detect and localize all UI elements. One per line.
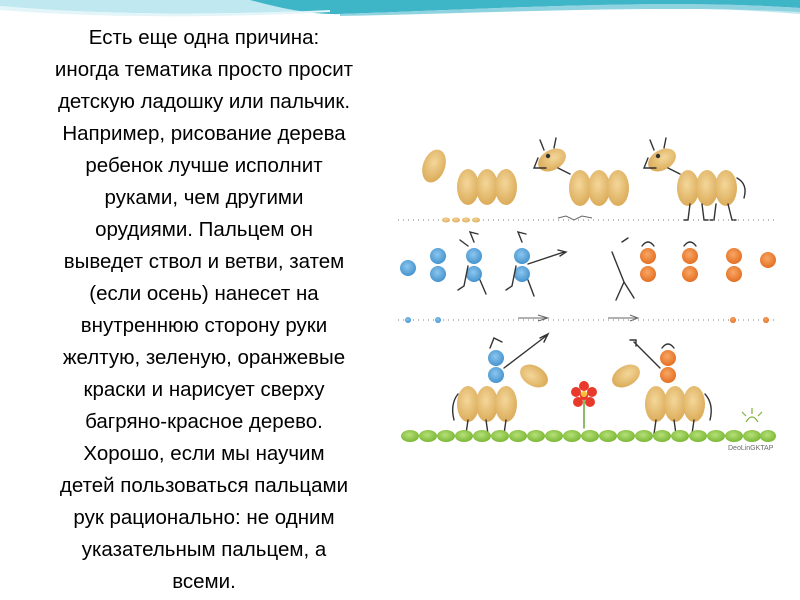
text-line: Есть еще одна причина:	[88, 26, 320, 49]
text-line: орудиями. Пальцем он	[95, 218, 313, 241]
text-line: краски и нарисует сверху	[83, 378, 325, 401]
text-line: иногда тематика просто просит	[54, 58, 354, 81]
row-rider-steps	[400, 232, 776, 300]
text-line: багряно-красное дерево.	[85, 410, 323, 433]
text-line: Например, рисование дерева	[62, 122, 346, 145]
text-line: (если осень) нанесет на	[89, 282, 319, 305]
body-text	[8, 22, 400, 598]
text-line: Хорошо, если мы научим	[83, 442, 325, 465]
text-line: детей пользоваться пальцами	[59, 474, 349, 497]
text-line: внутреннюю сторону руки	[80, 314, 328, 337]
text-line: всеми.	[172, 570, 236, 593]
grass-border	[401, 430, 776, 442]
text-line: ребенок лучше исполнит	[85, 154, 323, 177]
fingerprint-painting-illustration	[398, 128, 778, 458]
text-line: детскую ладошку или пальчик.	[57, 90, 351, 113]
watermark-text: DeoLinGKTAP	[728, 445, 774, 452]
text-line: руками, чем другими	[104, 186, 304, 209]
row-1-step-markers	[398, 216, 778, 223]
text-line: выведет ствол и ветви, затем	[63, 250, 345, 273]
text-line: рук рационально: не одним	[73, 506, 335, 529]
watermark-logo	[728, 408, 774, 452]
row-horse-steps	[418, 138, 745, 220]
text-line: указательным пальцем, а	[81, 538, 327, 561]
text-line: желтую, зеленую, оранжевые	[62, 346, 346, 369]
row-2-step-markers	[398, 315, 778, 323]
row-finished-scene	[453, 334, 712, 434]
